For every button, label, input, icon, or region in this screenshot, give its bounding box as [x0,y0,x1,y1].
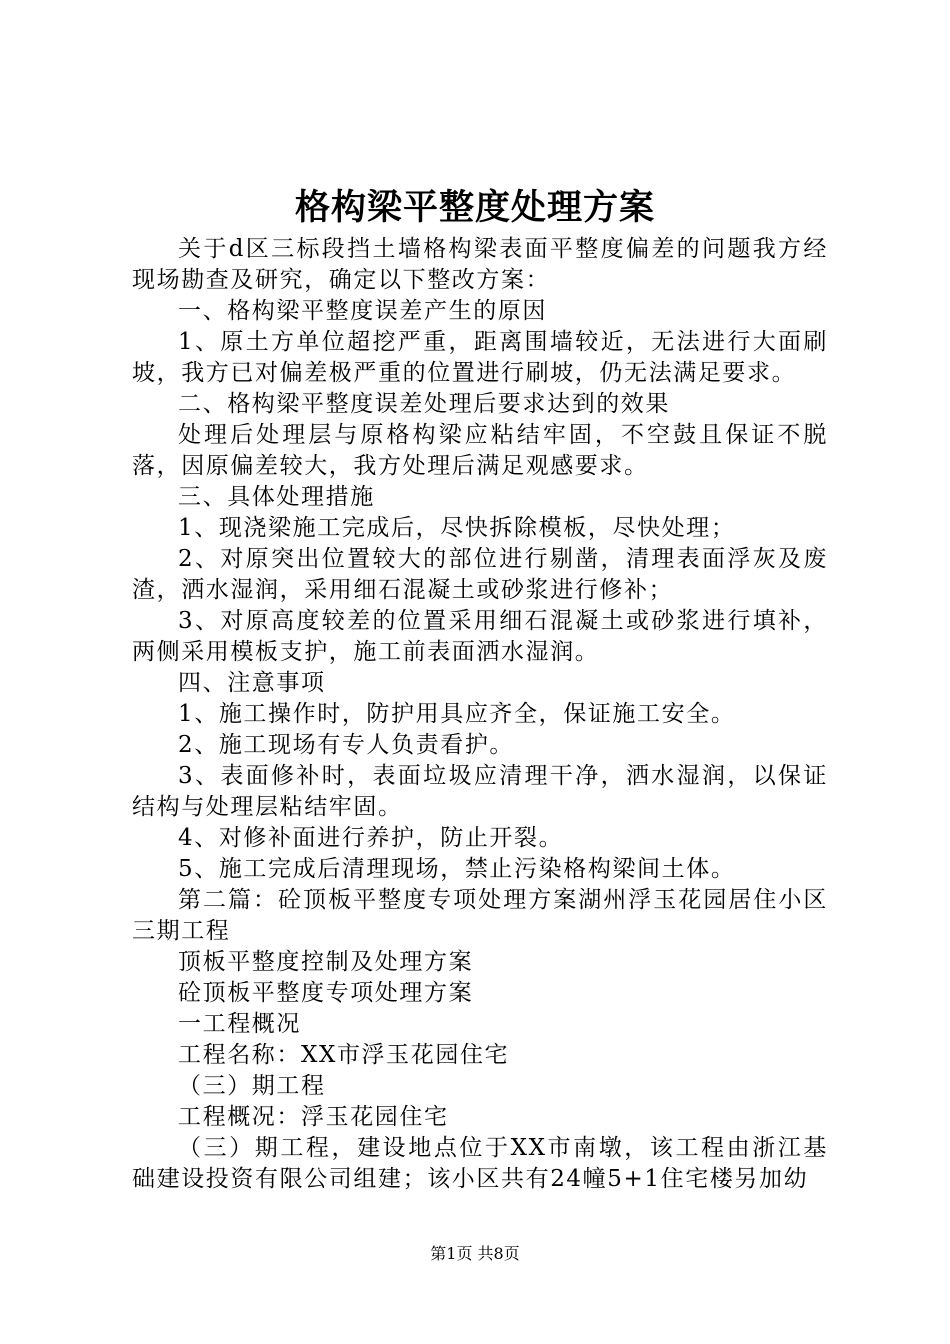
paragraph: 2、对原突出位置较大的部位进行剔凿，清理表面浮灰及废渣，洒水湿润，采用细石混凝土或砂浆进行修补； [132,546,828,603]
paragraph: 5、施工完成后清理现场，禁止污染格构梁间土体。 [178,856,736,882]
paragraph: 顶板平整度控制及处理方案 [178,949,474,975]
paragraph: 3、表面修补时，表面垃圾应清理干净，洒水湿润，以保证结构与处理层粘结牢固。 [132,763,828,820]
section-heading: 一工程概况 [178,1011,301,1037]
section-heading: 四、注意事项 [178,670,326,696]
paragraph: 2、施工现场有专人负责看护。 [178,732,515,758]
paragraph: 1、现浇梁施工完成后，尽快拆除模板，尽快处理； [178,515,736,541]
paragraph: 砼顶板平整度专项处理方案 [178,980,474,1006]
paragraph: 工程名称：XX市浮玉花园住宅 [178,1042,510,1068]
document-body [132,234,828,1195]
paragraph: 关于d区三标段挡土墙格构梁表面平整度偏差的问题我方经现场勘查及研究，确定以下整改方案： [132,236,828,293]
section-heading: 一、格构梁平整度误差产生的原因 [178,298,547,324]
paragraph: 4、对修补面进行养护，防止开裂。 [178,825,564,851]
page-number: 第1页 共8页 [430,1244,520,1263]
paragraph: 1、原土方单位超挖严重，距离围墙较近，无法进行大面刷坡，我方已对偏差极严重的位置进行刷坡，仍无法满足要求。 [132,329,828,386]
paragraph: 第二篇：砼顶板平整度专项处理方案湖州浮玉花园居住小区三期工程 [132,887,828,944]
document-title: 格构梁平整度处理方案 [294,187,655,228]
paragraph: （三）期工程 [178,1073,326,1099]
paragraph: 3、对原高度较差的位置采用细石混凝土或砂浆进行填补，两侧采用模板支护，施工前表面洒水湿润。 [132,608,828,665]
paragraph: 1、施工操作时，防护用具应齐全，保证施工安全。 [178,701,736,727]
section-heading: 三、具体处理措施 [178,484,375,510]
paragraph: 工程概况：浮玉花园住宅 [178,1104,449,1130]
paragraph: （三）期工程，建设地点位于XX市南墩，该工程由浙江基础建设投资有限公司组建；该小区共有24幢5+1住宅楼另加幼 [132,1135,828,1192]
paragraph: 处理后处理层与原格构梁应粘结牢固，不空鼓且保证不脱落，因原偏差较大，我方处理后满足观感要求。 [132,422,828,479]
section-heading: 二、格构梁平整度误差处理后要求达到的效果 [178,391,670,417]
